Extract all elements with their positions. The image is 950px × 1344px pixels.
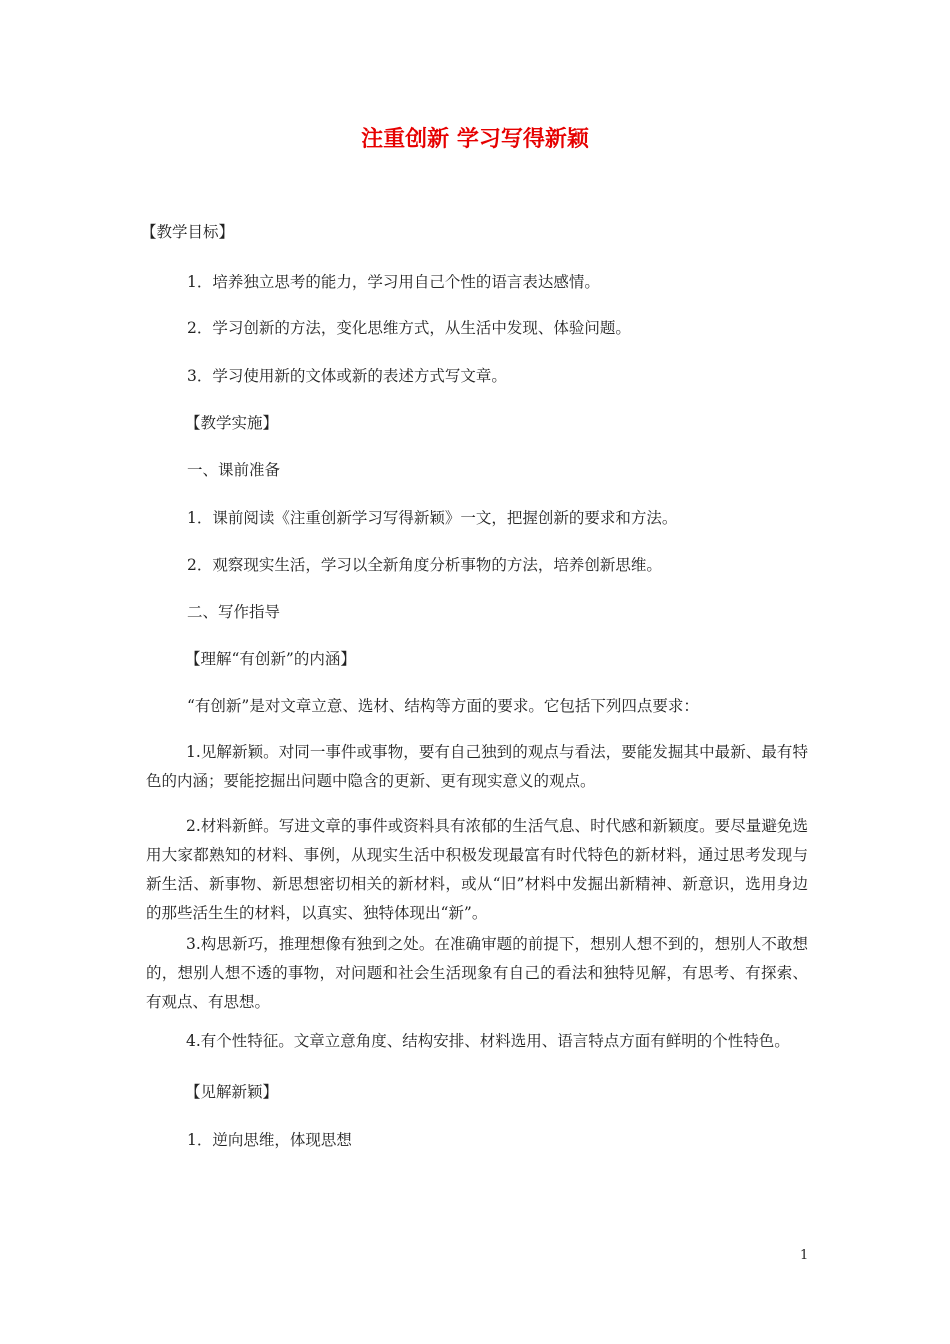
page-number: 1 [800, 1248, 809, 1263]
intro-paragraph: “有创新”是对文章立意、选材、结构等方面的要求。它包括下列四点要求： [187, 697, 699, 715]
document-title: 注重创新 学习写得新颖 [361, 127, 589, 152]
prep-item-2: 2．观察现实生活，学习以全新角度分析事物的方法，培养创新思维。 [187, 556, 662, 574]
section-2-heading: 二、写作指导 [187, 603, 281, 621]
point-paragraph-3: 3.构思新巧，推理想像有独到之处。在准确审题的前提下，想别人想不到的，想别人不敢想的，想别人想不透的事物，对问题和社会生活现象有自己的看法和独特见解，有思考、有探索、有观点、有思想。 [146, 935, 808, 1011]
insight-item-1: 1．逆向思维，体现思想 [187, 1131, 352, 1149]
point-paragraph-2: 2.材料新鲜。写进文章的事件或资料具有浓郁的生活气息、时代感和新颖度。要尽量避免选用大家都熟知的材料、事例，从现实生活中积极发现最富有时代特色的新材料，通过思考发现与新生活、新事物、新思想密切相关的新材料，或从“旧”材料中发掘出新精神、新意识，选用身边的那些活生生的材料，以真实、独特体现出“新”。 [146, 817, 808, 922]
goal-item-1: 1．培养独立思考的能力，学习用自己个性的语言表达感情。 [187, 273, 600, 291]
understand-heading: 【理解“有创新”的内涵】 [185, 650, 356, 668]
goals-heading: 【教学目标】 [141, 223, 235, 241]
insight-heading: 【见解新颖】 [185, 1083, 279, 1101]
prep-item-1: 1．课前阅读《注重创新学习写得新颖》一文，把握创新的要求和方法。 [187, 509, 678, 527]
goal-item-2: 2．学习创新的方法，变化思维方式，从生活中发现、体验问题。 [187, 319, 631, 337]
section-1-heading: 一、课前准备 [187, 461, 281, 479]
point-paragraph-1: 1.见解新颖。对同一事件或事物，要有自己独到的观点与看法，要能发掘其中最新、最有特色的内涵；要能挖掘出问题中隐含的更新、更有现实意义的观点。 [146, 743, 808, 790]
goal-item-3: 3．学习使用新的文体或新的表述方式写文章。 [187, 367, 507, 385]
point-paragraph-4: 4.有个性特征。文章立意角度、结构安排、材料选用、语言特点方面有鲜明的个性特色。 [186, 1032, 790, 1050]
implementation-heading: 【教学实施】 [185, 414, 279, 432]
